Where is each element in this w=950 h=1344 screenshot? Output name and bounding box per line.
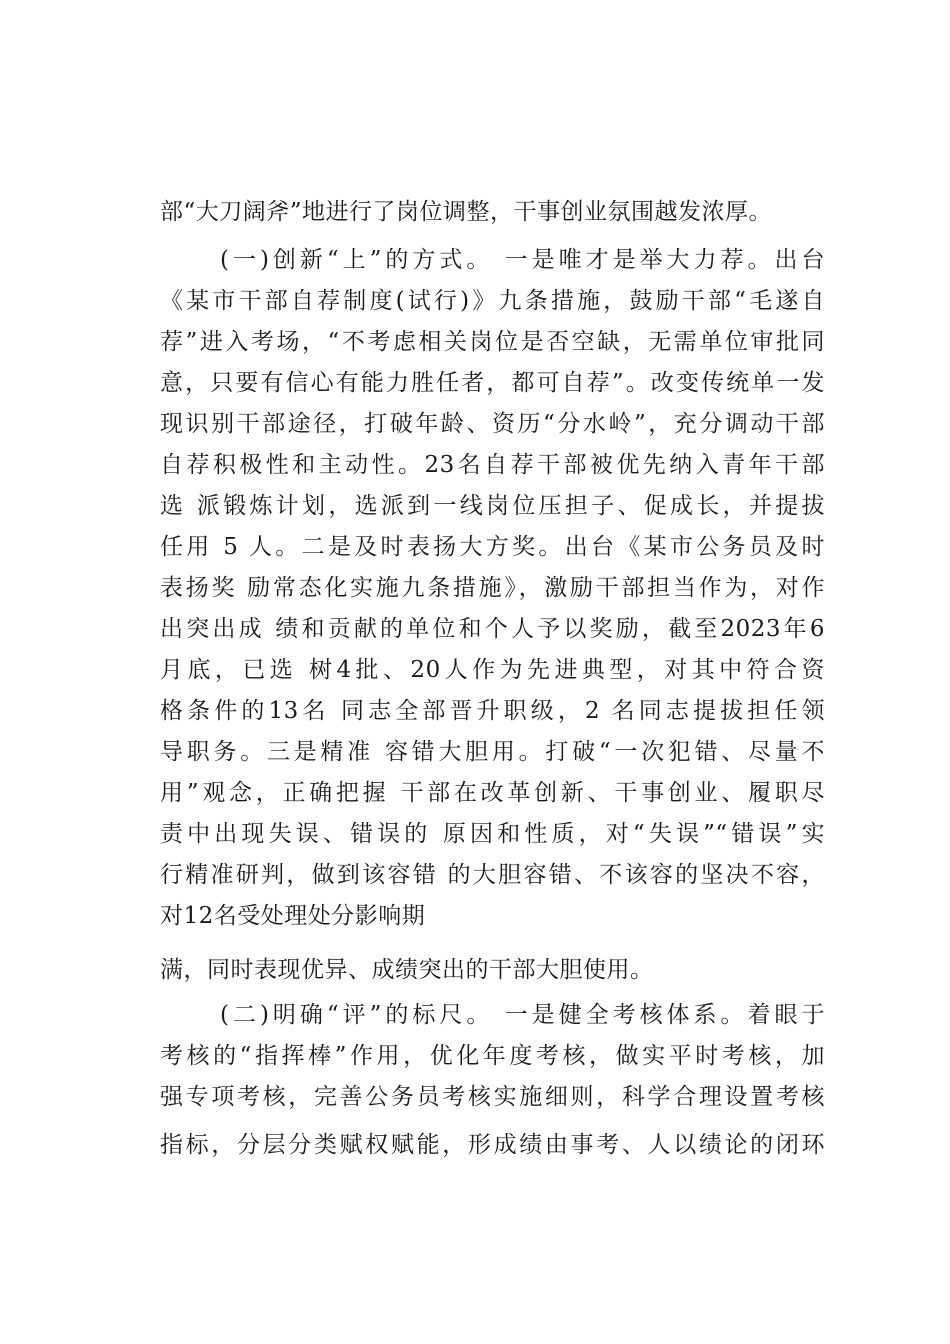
text-line: 部“大刀阔斧”地进行了岗位调整，干事创业氛围越发浓厚。 (160, 199, 773, 225)
text-line: 用”观念，正确把握 干部在改革创新、干事创业、履职尽 (160, 780, 825, 806)
text-line: 任用 5 人。二是及时表扬大方奖。出台《某市公务员及时 (160, 534, 825, 560)
text-line: 导职务。三是精准 容错大胆用。打破“一次犯错、尽量不 (160, 739, 825, 765)
text-line: 意，只要有信心有能力胜任者，都可自荐”。改变传统单一发 (160, 370, 825, 396)
text-line: 月底，已选 树4批、20人作为先进典型，对其中符合资 (160, 657, 825, 683)
text-line: 对12名受处理处分影响期 (160, 903, 426, 929)
text-line: 强专项考核，完善公务员考核实施细则，科学合理设置考核 (160, 1084, 825, 1110)
text-line: 责中出现失误、错误的 原因和性质，对“失误”“错误”实 (160, 821, 825, 847)
text-line: 格条件的13名 同志全部晋升职级，2 名同志提拔担任领 (160, 698, 825, 724)
text-line: 表扬奖 励常态化实施九条措施》，激励干部担当作为，对作 (160, 575, 825, 601)
text-line: 出突出成 绩和贡献的单位和个人予以奖励，截至2023年6 (160, 616, 825, 642)
text-line: 指标，分层分类赋权赋能，形成绩由事考、人以绩论的闭环 (160, 1132, 825, 1158)
text-line: 现识别干部途径，打破年龄、资历“分水岭”，充分调动干部 (160, 411, 825, 437)
text-line: 满，同时表现优异、成绩突出的干部大胆使用。 (160, 957, 654, 983)
text-line: 自荐积极性和主动性。23名自荐干部被优先纳入青年干部 (160, 452, 825, 478)
text-line: 行精准研判，做到该容错 的大胆容错、不该容的坚决不容， (160, 862, 825, 888)
text-line: 选 派锻炼计划，选派到一线岗位压担子、促成长，并提拔 (160, 493, 825, 519)
section-heading-line: (二)明确“评”的标尺。 一是健全考核体系。着眼于 (220, 1002, 825, 1028)
text-line: 《某市干部自荐制度(试行)》九条措施，鼓励干部“毛遂自 (160, 288, 825, 314)
text-line: 考核的“指挥棒”作用，优化年度考核，做实平时考核，加 (160, 1043, 825, 1069)
section-heading-line: (一)创新“上”的方式。 一是唯才是举大力荐。出台 (220, 247, 825, 273)
text-line: 荐”进入考场，“不考虑相关岗位是否空缺，无需单位审批同 (160, 329, 825, 355)
